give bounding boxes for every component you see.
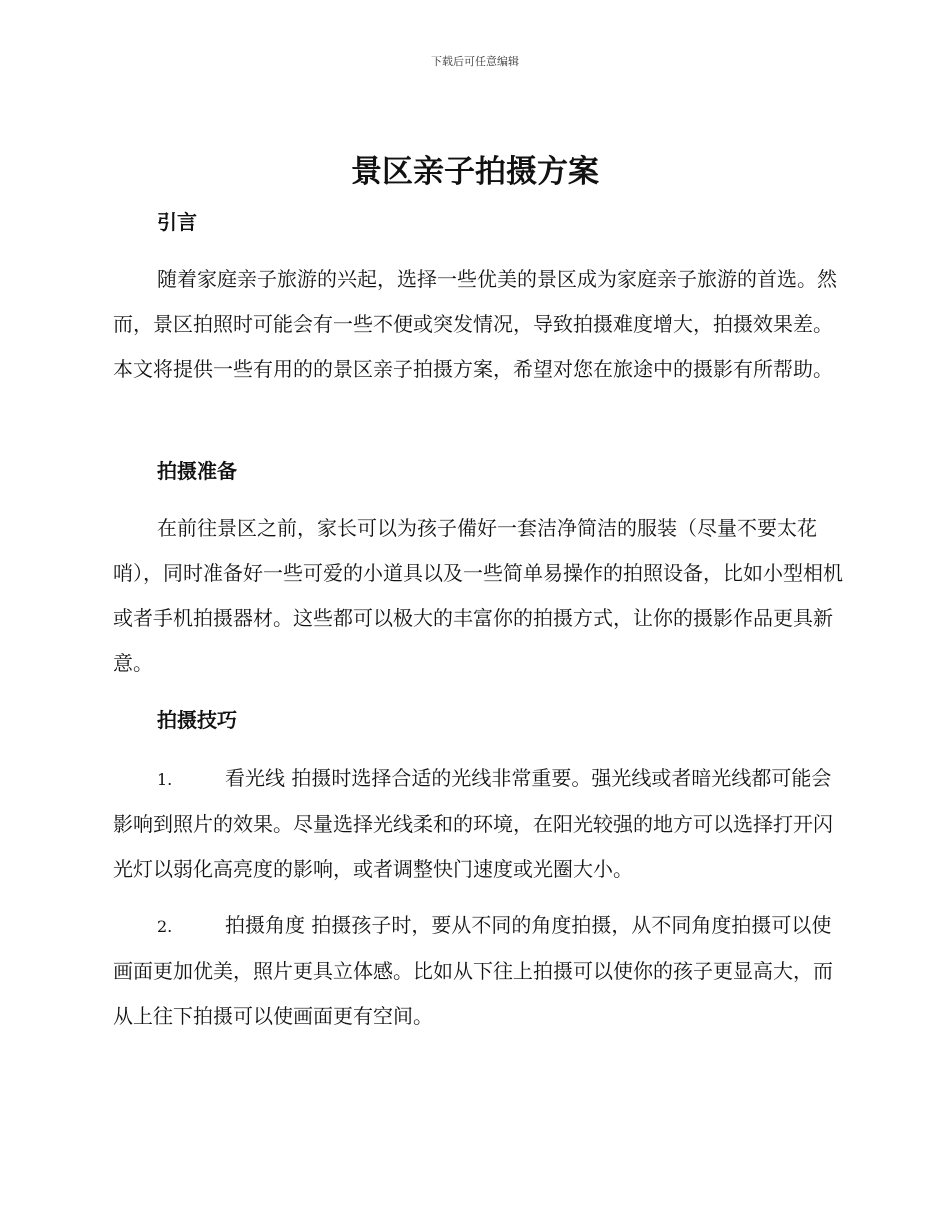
preparation-paragraph: 在前往景区之前，家长可以为孩子備好一套洁净简洁的服装（尽量不要太花哨），同时准备好一些可爱的小道具以及一些简单易操作的拍照设备，比如小型相机或者手机拍摄器材。这些都可以极大的丰富你的拍摄方式，让你的摄影作品更具新意。	[113, 516, 843, 675]
technique-item-1	[113, 756, 843, 892]
list-number: 2.	[157, 917, 173, 936]
list-item-text: 看光线 拍摄时选择合适的光线非常重要。强光线或者暗光线都可能会影响到照片的效果。尽量选择光线柔和的环境，在阳光较强的地方可以选择打开闪光灯以弱化高亮度的影响，或者调整快门速度或光圈大小。	[113, 766, 833, 881]
list-number: 1.	[157, 770, 173, 789]
technique-item-2	[113, 903, 843, 1039]
section-heading-techniques: 拍摄技巧	[157, 708, 237, 732]
intro-paragraph: 随着家庭亲子旅游的兴起，选择一些优美的景区成为家庭亲子旅游的首选。然而，景区拍照时可能会有一些不便或突发情况，导致拍摄难度增大，拍摄效果差。本文将提供一些有用的的景区亲子拍摄方案，希望对您在旅途中的摄影有所帮助。	[113, 267, 837, 381]
document-title: 景区亲子拍摄方案	[351, 154, 599, 190]
page-header-note: 下载后可任意编辑	[431, 55, 519, 68]
section-heading-preparation: 拍摄准备	[157, 459, 237, 483]
section-heading-intro: 引言	[157, 210, 197, 234]
list-item-text: 拍摄角度 拍摄孩子时，要从不同的角度拍摄，从不同角度拍摄可以使画面更加优美，照片更具立体感。比如从下往上拍摄可以使你的孩子更显高大，而从上往下拍摄可以使画面更有空间。	[113, 913, 833, 1028]
